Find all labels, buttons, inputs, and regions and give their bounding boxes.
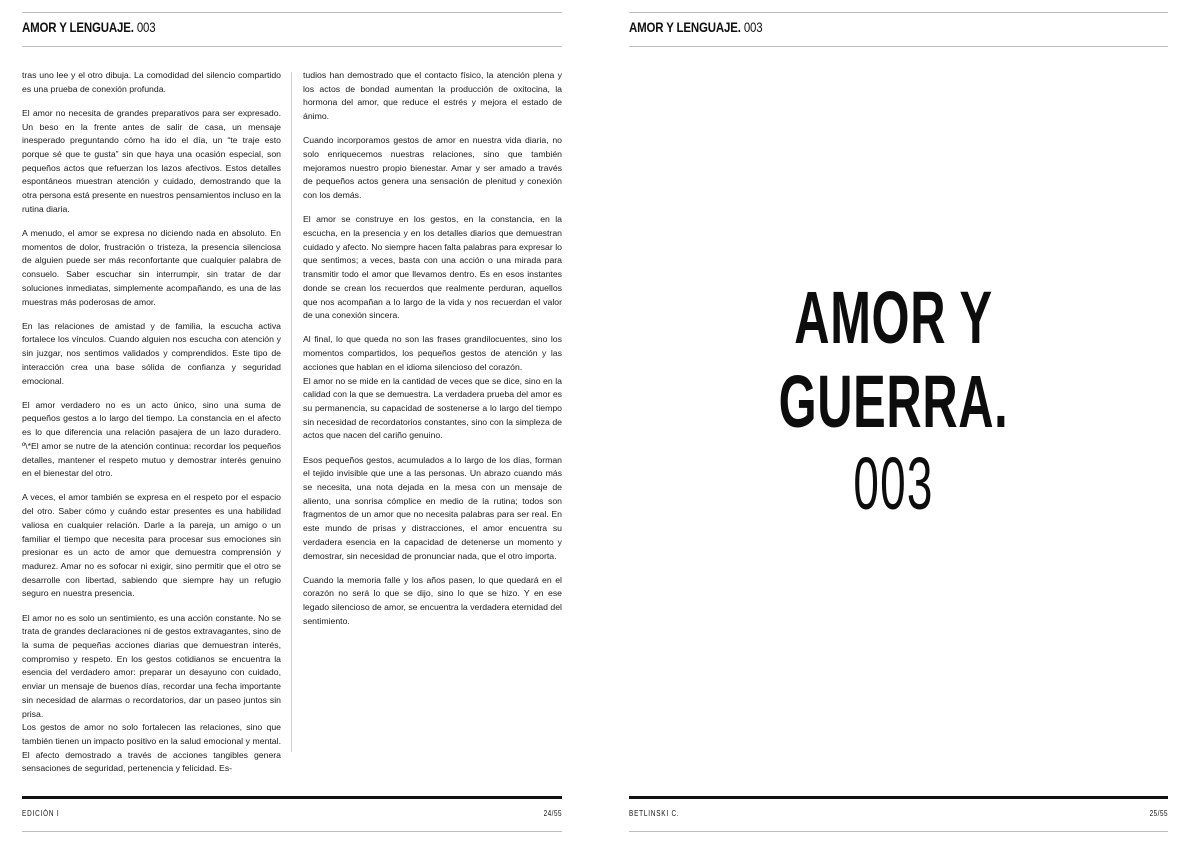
right-page: [596, 0, 1191, 842]
footer-edition: EDICIÓN I: [22, 809, 60, 818]
paragraph: Los gestos de amor no solo fortalecen las relaciones, sino que también tienen un impacto positivo en la salud emocional y mental. El afecto demostrado a través de acciones tangibles genera sensaciones de seguridad, pertenencia y felicidad. Es-: [22, 722, 281, 774]
paragraph: tras uno lee y el otro dibuja. La comodidad del silencio compartido es una prueba de conexión profunda.: [22, 70, 281, 94]
paragraph: A menudo, el amor se expresa no diciendo nada en absoluto. En momentos de dolor, frustración o tristeza, la presencia silenciosa de alguien puede ser más reconfortante que cualquier palabra de consuelo. Saber escuchar sin interrumpir, sin tratar de dar soluciones inmediatas, simplemente acompañando, es una de las muestras más poderosas de amor.: [22, 228, 281, 307]
header-top-rule: [629, 12, 1168, 13]
paragraph: Cuando incorporamos gestos de amor en nuestra vida diaria, no solo enriquecemos nuestras relaciones, sino que también mejoramos nuestro propio bienestar. Amar y ser amado a través de pequeños actos genera una sensación de plenitud y conexión con los demás.: [303, 135, 562, 201]
right-header-title: [629, 19, 762, 35]
paragraph: Cuando la memoria falle y los años pasen, lo que quedará en el corazón no será lo que se dijo, sino lo que se hizo. Y en ese legado silencioso de amor, se encuentra la verdadera eternidad del sentimiento.: [303, 574, 562, 626]
chapter-number: 003: [853, 442, 934, 525]
paragraph: A veces, el amor también se expresa en el respeto por el espacio del otro. Saber cómo y cuándo estar presentes es una habilidad valiosa en cualquier relación. Darle a la pareja, un amigo o un familiar el tiempo que necesita para procesar sus emociones sin presionar es un acto de amor que demuestra comprensión y madurez. Amar no es sofocar ni exigir, sino permitir que el otro se desarrolle con libertad, sabiendo que siempre hay un refugio seguro en nuestra presencia.: [22, 492, 281, 599]
header-top-rule: [22, 12, 562, 13]
footer-thick-rule: [629, 796, 1168, 799]
paragraph: El amor no es solo un sentimiento, es una acción constante. No se trata de grandes declaraciones ni de gestos extravagantes, sino de la suma de pequeñas acciones diarias que demuestran interés, compromiso y respeto. En los gestos cotidianos se encuentra la esencia del verdadero amor: preparar un desayuno con cuidado, enviar un mensaje de buenos días, recordar una fecha importante sin necesidad de alarmas o recordatorios, dar un paseo juntos sin prisa.: [22, 612, 281, 719]
footer-author: BETLINSKI C.: [629, 809, 680, 818]
footer-page-number: 24/55: [543, 809, 562, 818]
left-header-title: [22, 19, 155, 35]
paragraph: tudios han demostrado que el contacto físico, la atención plena y los actos de bondad aumentan la producción de oxitocina, la hormona del amor, que reduce el estrés y mejora el estado de ánimo.: [303, 70, 562, 122]
header-bottom-rule: [22, 46, 562, 47]
paragraph: El amor no necesita de grandes preparativos para ser expresado. Un beso en la frente antes de salir de casa, un mensaje inesperado preguntando cómo ha ido el día, un “te traje esto porque sé que te gusta” sin que haya una ocasión especial, son pequeños actos que refuerzan los lazos afectivos. Estos detalles espontáneos muestran atención y cuidado, demostrando que la otra persona está presente en nuestros pensamientos incluso en la rutina diaria.: [22, 107, 281, 214]
chapter-title: [596, 276, 1191, 524]
paragraph: Esos pequeños gestos, acumulados a lo largo de los días, forman el tejido invisible que une a las personas. Un abrazo cuando más se necesita, una nota dejada en la mesa con un mensaje de aliento, una sonrisa cómplice en medio de la rutina; todos son fragmentos de un amor que no necesita palabras para ser real. En este mundo de prisas y distracciones, el amor encuentra su verdadera esencia en la capacidad de detenerse un momento y demostrar, sin necesidad de pronunciar nada, que el otro importa.: [303, 454, 562, 561]
header-title-number: 003: [743, 19, 763, 35]
footer-thick-rule: [22, 796, 562, 799]
header-title-number: 003: [136, 19, 156, 35]
paragraph: El amor verdadero no es un acto único, sino una suma de pequeños gestos a lo largo del tiempo. La constancia en el afecto es lo que diferencia una relación pasajera de un lazo duradero. º\*El amor se nutre de la atención continua: recordar los pequeños detalles, mantener el respeto mutuo y demostrar interés genuino en el bienestar del otro.: [22, 399, 281, 479]
paragraph: El amor no se mide en la cantidad de veces que se dice, sino en la calidad con la que se demuestra. La verdadera prueba del amor es su permanencia, su capacidad de sostenerse a lo largo del tiempo sin necesidad de recordatorios constantes, sino con la simpleza de actos que nacen del cariño genuino.: [303, 375, 562, 441]
footer-bottom-rule: [629, 831, 1168, 832]
text-column-2: [303, 69, 562, 639]
chapter-title-line-1: AMOR Y: [794, 276, 993, 359]
chapter-title-line-2: GUERRA.: [778, 360, 1009, 443]
header-title-text: AMOR Y LENGUAJE.: [629, 19, 741, 35]
column-divider: [291, 72, 292, 752]
paragraph: Al final, lo que queda no son las frases grandilocuentes, sino los momentos compartidos, los pequeños gestos de atención y las acciones que hablan en el idioma silencioso del corazón.: [303, 334, 562, 372]
left-page: [0, 0, 595, 842]
paragraph: En las relaciones de amistad y de familia, la escucha activa fortalece los vínculos. Cuando alguien nos escucha con atención y sin juzgar, nos sentimos validados y comprendidos. Este tipo de interacción crea una base sólida de confianza y seguridad emocional.: [22, 320, 281, 386]
paragraph: El amor se construye en los gestos, en la constancia, en la escucha, en la presencia y en los detalles diarios que demuestran cuidado y afecto. No siempre hacen falta palabras para expresar lo que sentimos; a veces, basta con una acción o una mirada para transmitir todo el amor que llevamos dentro. Es en esos instantes donde se crean los recuerdos que realmente perduran, aquellos que nos acompañan a lo largo de la vida y nos recuerdan el valor de una conexión sincera.: [303, 214, 562, 321]
header-bottom-rule: [629, 46, 1168, 47]
footer-bottom-rule: [22, 831, 562, 832]
text-column-1: [22, 69, 281, 787]
header-title-text: AMOR Y LENGUAJE.: [22, 19, 134, 35]
footer-page-number: 25/55: [1149, 809, 1168, 818]
